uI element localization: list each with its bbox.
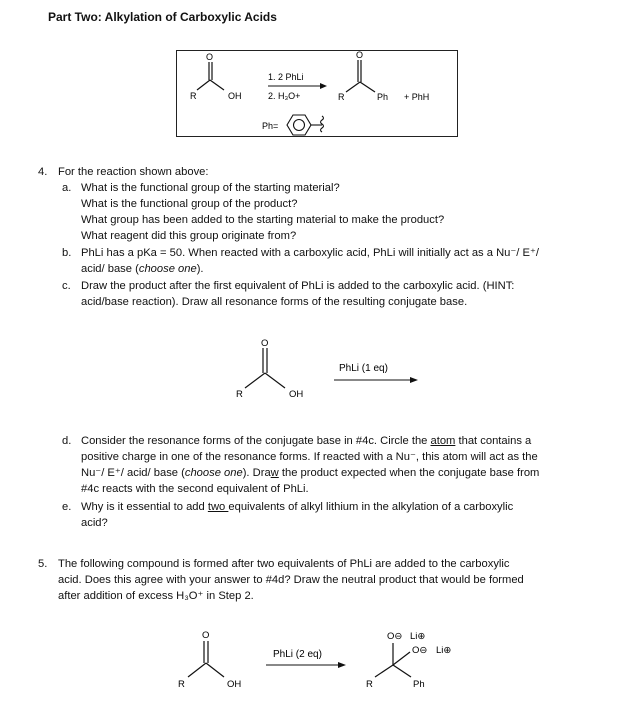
label-r: R (190, 91, 197, 101)
label-r: R (338, 92, 345, 102)
carboxylic-acid-structure (188, 641, 224, 677)
q4c-line-2: acid/base reaction). Draw all resonance forms of the resulting conjugate base. (81, 296, 468, 308)
lithium-cation-1: Li⊕ (410, 631, 426, 642)
q4-number: 4. (38, 166, 48, 178)
label-oh: OH (227, 679, 242, 690)
label-oh: OH (289, 389, 304, 400)
q5-number: 5. (38, 558, 48, 570)
q4-intro: For the reaction shown above: (58, 166, 209, 178)
q4a-line-3: What group has been added to the starting material to make the product? (81, 214, 445, 226)
lithium-cation-2: Li⊕ (436, 645, 452, 656)
q4d-line-3: Nu⁻/ E⁺/ acid/ base (choose one). Draw the product expected when the conjugate base from (81, 467, 540, 479)
q5-line-2: acid. Does this agree with your answer to #4d? Draw the neutral product that would be formed (58, 574, 524, 586)
q4b-line-1: PhLi has a pKa = 50. When reacted with a carboxylic acid, PhLi will initially act as a Nu⁻/ E⁺/ (81, 247, 539, 259)
q4d-line-4: #4c reacts with the second equivalent of PhLi. (81, 483, 309, 495)
q4e-line-2: acid? (81, 517, 108, 529)
reaction-arrow (266, 662, 346, 668)
label-ph: Ph (377, 92, 389, 102)
q4b-line-2: acid/ base (choose one). (81, 263, 204, 275)
q4b-letter: b. (62, 247, 72, 259)
label-r: R (236, 389, 243, 400)
dianion-structure (375, 643, 411, 677)
q4a-line-4: What reagent did this group originate from? (81, 230, 297, 242)
q4e-letter: e. (62, 501, 72, 513)
q5-line-3: after addition of excess H₃O⁺ in Step 2. (58, 590, 254, 602)
arrow-label-1eq: PhLi (1 eq) (339, 363, 388, 374)
label-o: O (206, 52, 214, 62)
q4a-line-2: What is the functional group of the product? (81, 198, 298, 210)
reagent-step1: 1. 2 PhLi (268, 72, 304, 82)
q4c-line-1: Draw the product after the first equivalent of PhLi is added to the carboxylic acid. (HINT: (81, 280, 515, 292)
arrow-label-2eq: PhLi (2 eq) (273, 649, 322, 660)
page-title: Part Two: Alkylation of Carboxylic Acids (48, 10, 277, 24)
q5-line-1: The following compound is formed after two equivalents of PhLi are added to the carboxylic (58, 558, 510, 570)
phenyl-definition-label: Ph= (262, 121, 279, 131)
q4a-line-1: What is the functional group of the starting material? (81, 182, 340, 194)
q4d-line-2: positive charge in one of the resonance forms. If reacted with a Nu⁻, this atom will act as the (81, 451, 538, 463)
oxide-charge-2: O⊖ (412, 645, 428, 656)
label-r: R (366, 679, 373, 690)
label-ph: Ph (413, 679, 425, 690)
q4e-line-1: Why is it essential to add two equivalents of alkyl lithium in the alkylation of a carboxylic (81, 501, 514, 513)
reagent-step2: 2. H₃O+ (268, 91, 301, 101)
label-oh: OH (228, 91, 242, 101)
label-r: R (178, 679, 185, 690)
q4c-letter: c. (62, 280, 71, 292)
q4d-line-1: Consider the resonance forms of the conjugate base in #4c. Circle the atom that contains a (81, 435, 532, 447)
oxide-charge-1: O⊖ (387, 631, 403, 642)
byproduct: + PhH (404, 92, 430, 102)
label-o: O (202, 630, 210, 641)
label-o: O (261, 338, 269, 349)
q4d-letter: d. (62, 435, 72, 447)
q4a-letter: a. (62, 182, 72, 194)
label-o: O (356, 50, 364, 60)
